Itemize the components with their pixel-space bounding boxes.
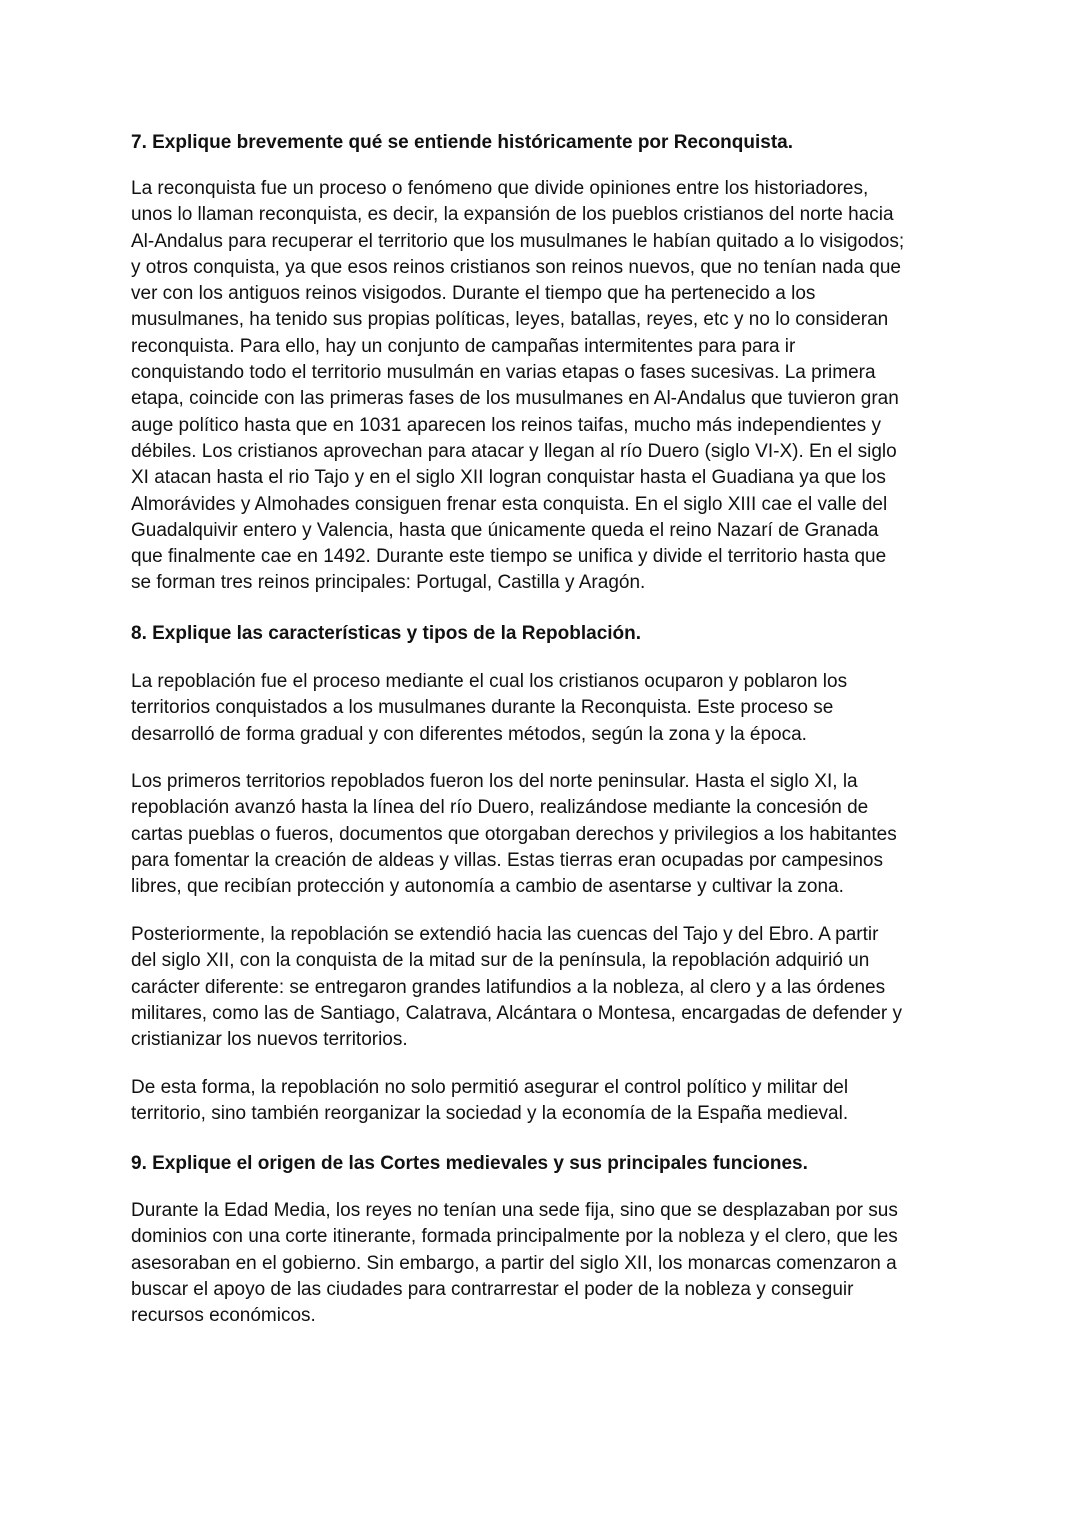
section-heading: 9. Explique el origen de las Cortes medievales y sus principales funciones. [131,1153,808,1174]
text-line: reconquista. Para ello, hay un conjunto de campañas intermitentes para para ir [131,335,796,357]
text-line: carácter diferente: se entregaron grandes latifundios a la nobleza, al clero y a las órdenes [131,976,886,998]
text-line: De esta forma, la repoblación no solo permitió asegurar el control político y militar del [131,1077,849,1098]
text-line: unos lo llaman reconquista, es decir, la expansión de los pueblos cristianos del norte hacia [131,204,894,226]
text-line: musulmanes, ha tenido sus propias políticas, leyes, batallas, reyes, etc y no lo consideran [131,309,889,331]
text-line: se forman tres reinos principales: Portugal, Castilla y Aragón. [131,572,646,594]
text-line: Guadalquivir entero y Valencia, hasta que únicamente queda el reino Nazarí de Granada [131,519,879,541]
section-heading: 7. Explique brevemente qué se entiende históricamente por Reconquista. [131,132,794,153]
paragraph [131,769,897,900]
text-line: repoblación avanzó hasta la línea del río Duero, realizándose mediante la concesión de [131,797,869,819]
text-line: territorios conquistados a los musulmanes durante la Reconquista. Este proceso se [131,697,834,719]
text-line: auge político hasta que en 1031 aparecen los reinos taifas, mucho más independientes y [131,414,881,436]
text-line: débiles. Los cristianos aprovechan para atacar y llegan al río Duero (siglo VI-X). En el siglo [131,440,897,462]
text-line: Posteriormente, la repoblación se extendió hacia las cuencas del Tajo y del Ebro. A partir [131,924,879,945]
text-line: libres, que recibían protección y autonomía a cambio de asentarse y cultivar la zona. [131,876,844,898]
text-line: cartas pueblas o fueros, documentos que otorgaban derechos y privilegios a los habitantes [131,823,897,845]
paragraph [131,669,847,748]
text-line: etapa, coincide con las primeras fases de los musulmanes en Al-Andalus que tuvieron gran [131,388,899,410]
text-line: La reconquista fue un proceso o fenómeno que divide opiniones entre los historiadores, [131,178,869,199]
text-line: que finalmente cae en 1492. Durante este tiempo se unifica y divide el territorio hasta que [131,546,887,568]
text-line: territorio, sino también reorganizar la sociedad y la economía de la España medieval. [131,1103,849,1125]
text-line: del siglo XII, con la conquista de la mitad sur de la península, la repoblación adquirió un [131,950,870,972]
text-line: Almorávides y Almohades consiguen frenar esta conquista. En el siglo XIII cae el valle del [131,493,888,515]
paragraph [131,1075,848,1128]
paragraph [131,1198,898,1329]
text-line: Los primeros territorios repoblados fueron los del norte peninsular. Hasta el siglo XI, la [131,771,858,792]
paragraph [131,922,902,1053]
text-line: cristianizar los nuevos territorios. [131,1029,408,1051]
text-line: asesoraban en el gobierno. Sin embargo, a partir del siglo XII, los monarcas comenzaron a [131,1252,897,1274]
text-line: buscar el apoyo de las ciudades para contrarrestar el poder de la nobleza y conseguir [131,1278,854,1300]
text-line: recursos económicos. [131,1305,316,1327]
text-line: para fomentar la creación de aldeas y villas. Estas tierras eran ocupadas por campesinos [131,849,883,871]
text-line: La repoblación fue el proceso mediante el cual los cristianos ocuparon y poblaron los [131,671,848,692]
text-line: ver con los antiguos reinos visigodos. Durante el tiempo que ha pertenecido a los [131,283,816,305]
text-line: Al-Andalus para recuperar el territorio que los musulmanes le habían quitado a lo visigodos; [131,230,905,252]
text-line: dominios con una corte itinerante, formada principalmente por la nobleza y el clero, que les [131,1226,898,1248]
text-line: XI atacan hasta el rio Tajo y en el siglo XII logran conquistar hasta el Guadiana ya que los [131,467,886,489]
text-line: Durante la Edad Media, los reyes no tenían una sede fija, sino que se desplazaban por sus [131,1200,898,1221]
text-line: conquistando todo el territorio musulmán en varias etapas o fases sucesivas. La primera [131,362,876,384]
text-line: militares, como las de Santiago, Calatrava, Alcántara o Montesa, encargadas de defender y [131,1002,902,1024]
text-line: y otros conquista, ya que esos reinos cristianos son reinos nuevos, que no tenían nada que [131,256,901,278]
section-heading: 8. Explique las características y tipos de la Repoblación. [131,623,642,644]
text-line: desarrolló de forma gradual y con diferentes métodos, según la zona y la época. [131,723,807,745]
paragraph [131,176,904,597]
